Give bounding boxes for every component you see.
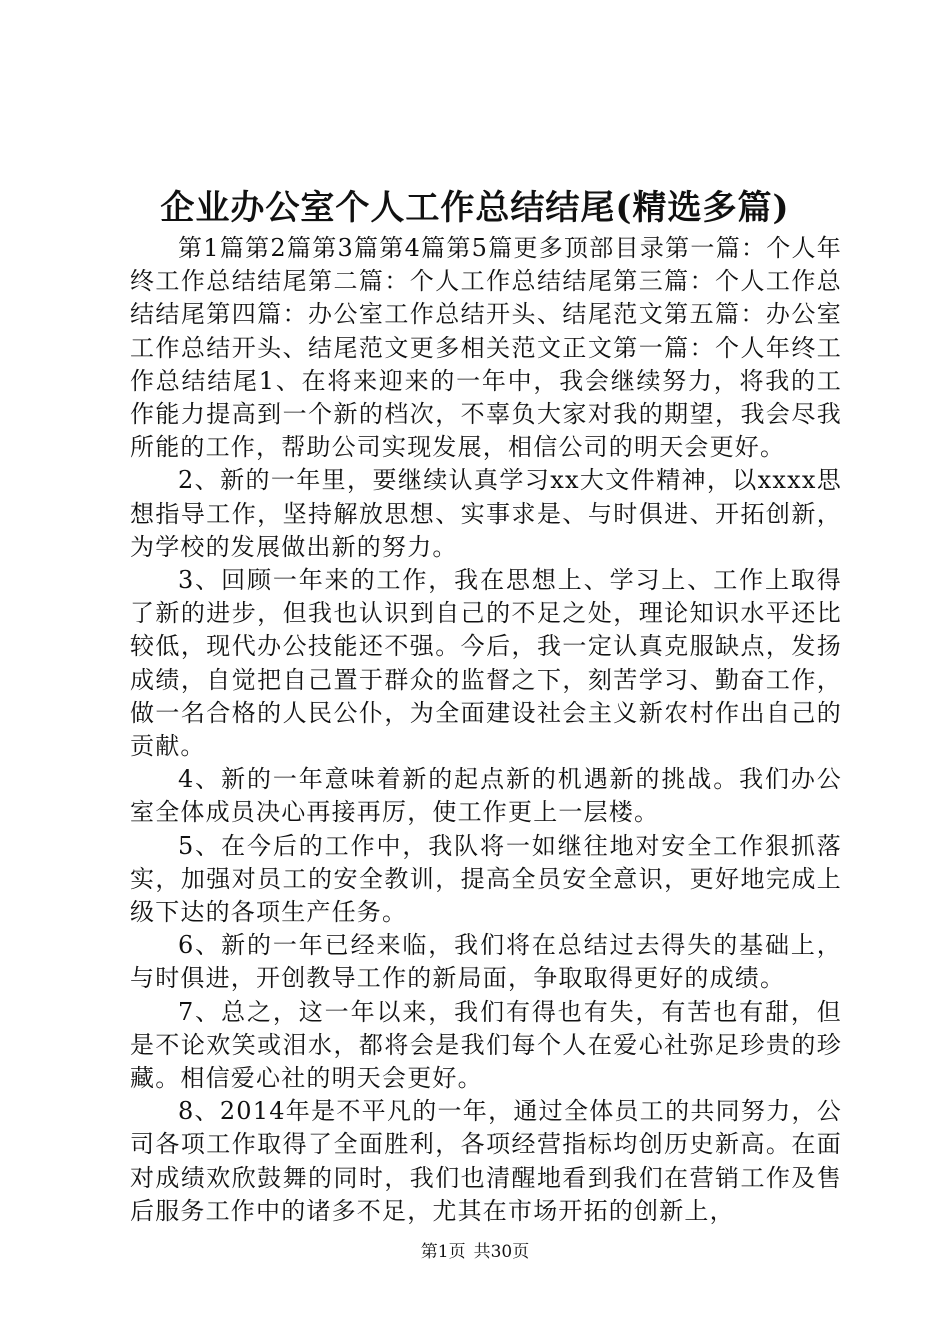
paragraph-5: 5、在今后的工作中，我队将一如继往地对安全工作狠抓落实，加强对员工的安全教训，提高全员安全意识，更好地完成上级下达的各项生产任务。 xyxy=(130,831,842,927)
paragraph-8: 8、2014年是不平凡的一年，通过全体员工的共同努力，公司各项工作取得了全面胜利，各项经营指标均创历史新高。在面对成绩欢欣鼓舞的同时，我们也清醒地看到我们在营销工作及售后服务工作中的诸多不足，尤其在市场开拓的创新上， xyxy=(130,1097,842,1225)
page-total: 共30页 xyxy=(473,1242,530,1262)
page-footer xyxy=(0,1241,950,1263)
paragraph-2: 2、新的一年里，要继续认真学习xx大文件精神，以xxxx思想指导工作，坚持解放思想、实事求是、与时俱进、开拓创新，为学校的发展做出新的努力。 xyxy=(130,466,842,561)
paragraph-3: 3、回顾一年来的工作，我在思想上、学习上、工作上取得了新的进步，但我也认识到自己的不足之处，理论知识水平还比较低，现代办公技能还不强。今后，我一定认真克服缺点，发扬成绩，自觉把自己置于群众的监督之下，刻苦学习、勤奋工作，做一名合格的人民公仆，为全面建设社会主义新农村作出自己的贡献。 xyxy=(130,566,842,761)
page-number: 第1页 xyxy=(420,1242,466,1262)
paragraph-7: 7、总之，这一年以来，我们有得也有失，有苦也有甜，但是不论欢笑或泪水，都将会是我们每个人在爱心社弥足珍贵的珍藏。相信爱心社的明天会更好。 xyxy=(130,997,842,1093)
paragraph-4: 4、新的一年意味着新的起点新的机遇新的挑战。我们办公室全体成员决心再接再厉，使工作更上一层楼。 xyxy=(130,765,842,827)
paragraph-6: 6、新的一年已经来临，我们将在总结过去得失的基础上，与时俱进，开创教导工作的新局面，争取取得更好的成绩。 xyxy=(130,931,842,993)
paragraph-toc: 第1篇第2篇第3篇第4篇第5篇更多顶部目录第一篇：个人年终工作总结结尾第二篇：个人工作总结结尾第三篇：个人工作总结结尾第四篇：办公室工作总结开头、结尾范文第五篇：办公室工作总结开头、结尾范文更多相关范文正文第一篇：个人年终工作总结结尾1、在将来迎来的一年中，我会继续努力，将我的工作能力提高到一个新的档次，不辜负大家对我的期望，我会尽我所能的工作，帮助公司实现发展，相信公司的明天会更好。 xyxy=(130,234,842,462)
document-body xyxy=(130,232,842,1228)
document-title: 企业办公室个人工作总结结尾(精选多篇) xyxy=(160,188,790,228)
